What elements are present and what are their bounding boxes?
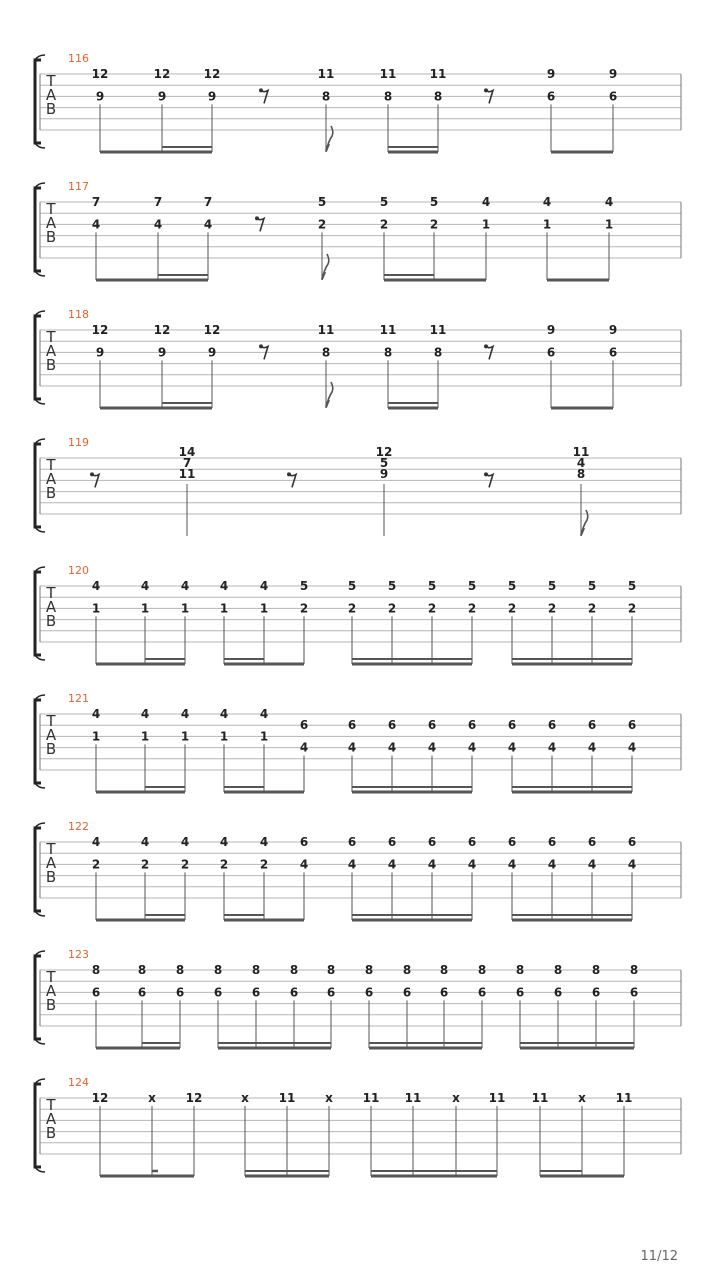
fret-number: 8 bbox=[175, 963, 185, 977]
fret-number: 11 bbox=[429, 67, 447, 81]
fret-number: 6 bbox=[347, 835, 357, 849]
measure-number: 116 bbox=[68, 52, 89, 65]
fret-number: 12 bbox=[185, 1091, 203, 1105]
fret-number: 8 bbox=[137, 963, 147, 977]
fret-number: 6 bbox=[546, 89, 556, 104]
page-number: 11/12 bbox=[640, 1249, 678, 1264]
rest-dot bbox=[484, 472, 488, 476]
fret-number: 6 bbox=[299, 718, 309, 733]
fret-number: 6 bbox=[467, 835, 477, 849]
measure-number: 120 bbox=[68, 564, 89, 577]
fret-number: 4 bbox=[153, 217, 163, 232]
fret-number: 11 bbox=[429, 323, 447, 337]
fret-number: 5 bbox=[507, 579, 517, 593]
fret-number: 11 bbox=[531, 1091, 549, 1105]
rest-dot bbox=[287, 472, 291, 476]
fret-number: 11 bbox=[404, 1091, 422, 1105]
fret-number: 8 bbox=[383, 89, 393, 104]
fret-number: 6 bbox=[137, 985, 147, 1000]
tab-system bbox=[35, 308, 681, 408]
measure-number: 121 bbox=[68, 692, 89, 705]
fret-number: 12 bbox=[153, 67, 171, 81]
fret-number: 6 bbox=[402, 985, 412, 1000]
fret-number: 2 bbox=[627, 601, 637, 616]
fret-number: 4 bbox=[467, 740, 477, 755]
fret-number: x bbox=[325, 1091, 333, 1105]
fret-number: 6 bbox=[546, 345, 556, 360]
fret-number: 4 bbox=[347, 857, 357, 872]
fret-number: 8 bbox=[576, 467, 586, 481]
fret-number: 2 bbox=[219, 857, 229, 872]
fret-number: 4 bbox=[507, 740, 517, 755]
fret-number: 4 bbox=[299, 857, 309, 872]
fret-number: 12 bbox=[375, 445, 393, 459]
measure-number: 122 bbox=[68, 820, 89, 833]
fret-number: 6 bbox=[477, 985, 487, 1000]
fret-number: 4 bbox=[140, 707, 150, 721]
fret-number: 4 bbox=[467, 857, 477, 872]
fret-number: 12 bbox=[91, 67, 109, 81]
fret-number: 6 bbox=[587, 718, 597, 733]
fret-number: x bbox=[578, 1091, 586, 1105]
fret-number: 8 bbox=[553, 963, 563, 977]
fret-number: x bbox=[241, 1091, 249, 1105]
fret-number: 5 bbox=[429, 195, 439, 209]
fret-number: 2 bbox=[427, 601, 437, 616]
tab-clef-letter: T bbox=[46, 1096, 56, 1114]
fret-number: 9 bbox=[546, 323, 556, 337]
fret-number: 6 bbox=[175, 985, 185, 1000]
fret-number: 1 bbox=[259, 601, 269, 616]
fret-number: 4 bbox=[347, 740, 357, 755]
fret-number: 4 bbox=[542, 195, 552, 209]
fret-number: 12 bbox=[203, 67, 221, 81]
fret-number: 8 bbox=[383, 345, 393, 360]
tab-system bbox=[35, 948, 681, 1048]
fret-number: 7 bbox=[91, 195, 101, 209]
fret-number: 11 bbox=[362, 1091, 380, 1105]
fret-number: 4 bbox=[387, 740, 397, 755]
tab-clef-letter: T bbox=[46, 72, 56, 90]
tab-clef-letter: A bbox=[45, 982, 57, 1000]
fret-number: 4 bbox=[547, 740, 557, 755]
fret-number: 4 bbox=[180, 579, 190, 593]
fret-number: 6 bbox=[91, 985, 101, 1000]
tab-system bbox=[35, 692, 681, 792]
tab-clef-letter: T bbox=[46, 712, 56, 730]
fret-number: 11 bbox=[572, 445, 590, 459]
fret-number: 1 bbox=[180, 729, 190, 744]
fret-number: x bbox=[148, 1091, 156, 1105]
fret-number: 11 bbox=[488, 1091, 506, 1105]
fret-number: 4 bbox=[576, 456, 586, 470]
fret-number: 4 bbox=[180, 707, 190, 721]
fret-number: 4 bbox=[91, 579, 101, 593]
fret-number: 6 bbox=[213, 985, 223, 1000]
fret-number: 6 bbox=[629, 985, 639, 1000]
fret-number: 8 bbox=[91, 963, 101, 977]
fret-number: 12 bbox=[91, 323, 109, 337]
tab-clef-letter: A bbox=[45, 342, 57, 360]
tab-clef-letter: T bbox=[46, 968, 56, 986]
fret-number: 8 bbox=[433, 89, 443, 104]
fret-number: x bbox=[452, 1091, 460, 1105]
fret-number: 2 bbox=[140, 857, 150, 872]
tab-clef-letter: B bbox=[45, 356, 57, 374]
fret-number: 1 bbox=[91, 729, 101, 744]
tab-clef-letter: B bbox=[45, 740, 57, 758]
fret-number: 9 bbox=[157, 89, 167, 104]
fret-number: 11 bbox=[615, 1091, 633, 1105]
fret-number: 4 bbox=[627, 740, 637, 755]
tab-clef-letter: A bbox=[45, 598, 57, 616]
fret-number: 8 bbox=[251, 963, 261, 977]
fret-number: 5 bbox=[587, 579, 597, 593]
fret-number: 6 bbox=[387, 718, 397, 733]
tab-clef-letter: B bbox=[45, 996, 57, 1014]
fret-number: 6 bbox=[427, 718, 437, 733]
tab-clef-letter: B bbox=[45, 868, 57, 886]
tab-clef-letter: B bbox=[45, 1124, 57, 1142]
fret-number: 2 bbox=[299, 601, 309, 616]
fret-number: 4 bbox=[299, 740, 309, 755]
fret-number: 1 bbox=[219, 729, 229, 744]
fret-number: 14 bbox=[178, 445, 196, 459]
tab-clef-letter: A bbox=[45, 86, 57, 104]
fret-number: 1 bbox=[604, 217, 614, 232]
fret-number: 1 bbox=[91, 601, 101, 616]
fret-number: 2 bbox=[587, 601, 597, 616]
fret-number: 8 bbox=[477, 963, 487, 977]
fret-number: 11 bbox=[178, 467, 196, 481]
fret-number: 4 bbox=[387, 857, 397, 872]
tab-clef-letter: B bbox=[45, 612, 57, 630]
fret-number: 8 bbox=[515, 963, 525, 977]
rest-dot bbox=[259, 344, 263, 348]
tab-clef-letter: A bbox=[45, 470, 57, 488]
fret-number: 1 bbox=[542, 217, 552, 232]
fret-number: 1 bbox=[481, 217, 491, 232]
rest-dot bbox=[255, 216, 259, 220]
fret-number: 8 bbox=[321, 345, 331, 360]
fret-number: 9 bbox=[379, 467, 389, 481]
fret-number: 2 bbox=[91, 857, 101, 872]
measure-number: 119 bbox=[68, 436, 89, 449]
measure-number: 123 bbox=[68, 948, 89, 961]
tab-clef-letter: T bbox=[46, 840, 56, 858]
fret-number: 8 bbox=[433, 345, 443, 360]
fret-number: 2 bbox=[259, 857, 269, 872]
tab-system bbox=[35, 1076, 681, 1176]
fret-number: 1 bbox=[259, 729, 269, 744]
fret-number: 4 bbox=[259, 579, 269, 593]
tab-system bbox=[35, 180, 681, 280]
tab-clef-letter: T bbox=[46, 200, 56, 218]
fret-number: 6 bbox=[507, 835, 517, 849]
fret-number: 9 bbox=[95, 89, 105, 104]
fret-number: 6 bbox=[608, 89, 618, 104]
fret-number: 6 bbox=[507, 718, 517, 733]
tab-system bbox=[35, 436, 681, 536]
fret-number: 8 bbox=[213, 963, 223, 977]
fret-number: 6 bbox=[251, 985, 261, 1000]
tab-clef-letter: A bbox=[45, 214, 57, 232]
fret-number: 11 bbox=[278, 1091, 296, 1105]
fret-number: 8 bbox=[289, 963, 299, 977]
fret-number: 4 bbox=[140, 835, 150, 849]
fret-number: 6 bbox=[467, 718, 477, 733]
fret-number: 5 bbox=[379, 456, 389, 470]
fret-number: 8 bbox=[326, 963, 336, 977]
fret-number: 6 bbox=[326, 985, 336, 1000]
fret-number: 6 bbox=[553, 985, 563, 1000]
fret-number: 6 bbox=[547, 835, 557, 849]
fret-number: 4 bbox=[481, 195, 491, 209]
fret-number: 4 bbox=[219, 707, 229, 721]
tab-system bbox=[35, 820, 681, 920]
fret-number: 4 bbox=[91, 707, 101, 721]
fret-number: 6 bbox=[427, 835, 437, 849]
tab-clef-letter: A bbox=[45, 726, 57, 744]
fret-number: 4 bbox=[547, 857, 557, 872]
fret-number: 6 bbox=[289, 985, 299, 1000]
fret-number: 2 bbox=[429, 217, 439, 232]
fret-number: 1 bbox=[219, 601, 229, 616]
tab-system bbox=[35, 52, 681, 152]
rest-dot bbox=[484, 88, 488, 92]
fret-number: 6 bbox=[591, 985, 601, 1000]
fret-number: 6 bbox=[587, 835, 597, 849]
fret-number: 1 bbox=[180, 601, 190, 616]
fret-number: 8 bbox=[321, 89, 331, 104]
rest-dot bbox=[484, 344, 488, 348]
fret-number: 4 bbox=[259, 835, 269, 849]
fret-number: 6 bbox=[347, 718, 357, 733]
fret-number: 4 bbox=[91, 835, 101, 849]
fret-number: 11 bbox=[379, 323, 397, 337]
tab-clef-letter: T bbox=[46, 328, 56, 346]
fret-number: 2 bbox=[467, 601, 477, 616]
fret-number: 5 bbox=[299, 579, 309, 593]
fret-number: 2 bbox=[317, 217, 327, 232]
fret-number: 2 bbox=[180, 857, 190, 872]
fret-number: 2 bbox=[387, 601, 397, 616]
fret-number: 2 bbox=[547, 601, 557, 616]
fret-number: 9 bbox=[546, 67, 556, 81]
fret-number: 4 bbox=[259, 707, 269, 721]
fret-number: 6 bbox=[627, 718, 637, 733]
tab-clef-letter: A bbox=[45, 854, 57, 872]
fret-number: 4 bbox=[219, 835, 229, 849]
fret-number: 5 bbox=[547, 579, 557, 593]
fret-number: 8 bbox=[439, 963, 449, 977]
fret-number: 8 bbox=[402, 963, 412, 977]
fret-number: 4 bbox=[627, 857, 637, 872]
measure-number: 124 bbox=[68, 1076, 89, 1089]
fret-number: 5 bbox=[427, 579, 437, 593]
fret-number: 9 bbox=[157, 345, 167, 360]
fret-number: 4 bbox=[507, 857, 517, 872]
fret-number: 6 bbox=[439, 985, 449, 1000]
fret-number: 1 bbox=[140, 601, 150, 616]
fret-number: 2 bbox=[507, 601, 517, 616]
tab-clef-letter: B bbox=[45, 484, 57, 502]
fret-number: 4 bbox=[91, 217, 101, 232]
tab-clef-letter: T bbox=[46, 584, 56, 602]
tab-system bbox=[35, 564, 681, 664]
fret-number: 6 bbox=[364, 985, 374, 1000]
fret-number: 9 bbox=[608, 67, 618, 81]
fret-number: 6 bbox=[515, 985, 525, 1000]
fret-number: 5 bbox=[347, 579, 357, 593]
fret-number: 4 bbox=[203, 217, 213, 232]
fret-number: 6 bbox=[299, 835, 309, 849]
fret-number: 12 bbox=[203, 323, 221, 337]
tab-clef-letter: B bbox=[45, 228, 57, 246]
fret-number: 4 bbox=[604, 195, 614, 209]
fret-number: 7 bbox=[203, 195, 213, 209]
fret-number: 5 bbox=[627, 579, 637, 593]
tab-clef-letter: A bbox=[45, 1110, 57, 1128]
fret-number: 5 bbox=[379, 195, 389, 209]
fret-number: 4 bbox=[427, 740, 437, 755]
fret-number: 2 bbox=[379, 217, 389, 232]
fret-number: 6 bbox=[608, 345, 618, 360]
fret-number: 4 bbox=[587, 857, 597, 872]
fret-number: 11 bbox=[317, 323, 335, 337]
fret-number: 9 bbox=[608, 323, 618, 337]
tab-clef-letter: T bbox=[46, 456, 56, 474]
fret-number: 6 bbox=[627, 835, 637, 849]
fret-number: 8 bbox=[364, 963, 374, 977]
tab-clef-letter: B bbox=[45, 100, 57, 118]
measure-number: 118 bbox=[68, 308, 89, 321]
fret-number: 12 bbox=[153, 323, 171, 337]
fret-number: 6 bbox=[547, 718, 557, 733]
rest-dot bbox=[259, 88, 263, 92]
fret-number: 4 bbox=[140, 579, 150, 593]
fret-number: 8 bbox=[591, 963, 601, 977]
fret-number: 12 bbox=[91, 1091, 109, 1105]
fret-number: 4 bbox=[180, 835, 190, 849]
fret-number: 11 bbox=[379, 67, 397, 81]
fret-number: 4 bbox=[219, 579, 229, 593]
fret-number: 9 bbox=[95, 345, 105, 360]
fret-number: 7 bbox=[153, 195, 163, 209]
fret-number: 1 bbox=[140, 729, 150, 744]
fret-number: 7 bbox=[182, 456, 192, 470]
rest-dot bbox=[90, 472, 94, 476]
fret-number: 4 bbox=[587, 740, 597, 755]
fret-number: 2 bbox=[347, 601, 357, 616]
fret-number: 8 bbox=[629, 963, 639, 977]
measure-number: 117 bbox=[68, 180, 89, 193]
fret-number: 11 bbox=[317, 67, 335, 81]
fret-number: 5 bbox=[317, 195, 327, 209]
fret-number: 6 bbox=[387, 835, 397, 849]
fret-number: 9 bbox=[207, 89, 217, 104]
fret-number: 5 bbox=[467, 579, 477, 593]
fret-number: 4 bbox=[427, 857, 437, 872]
fret-number: 9 bbox=[207, 345, 217, 360]
fret-number: 5 bbox=[387, 579, 397, 593]
